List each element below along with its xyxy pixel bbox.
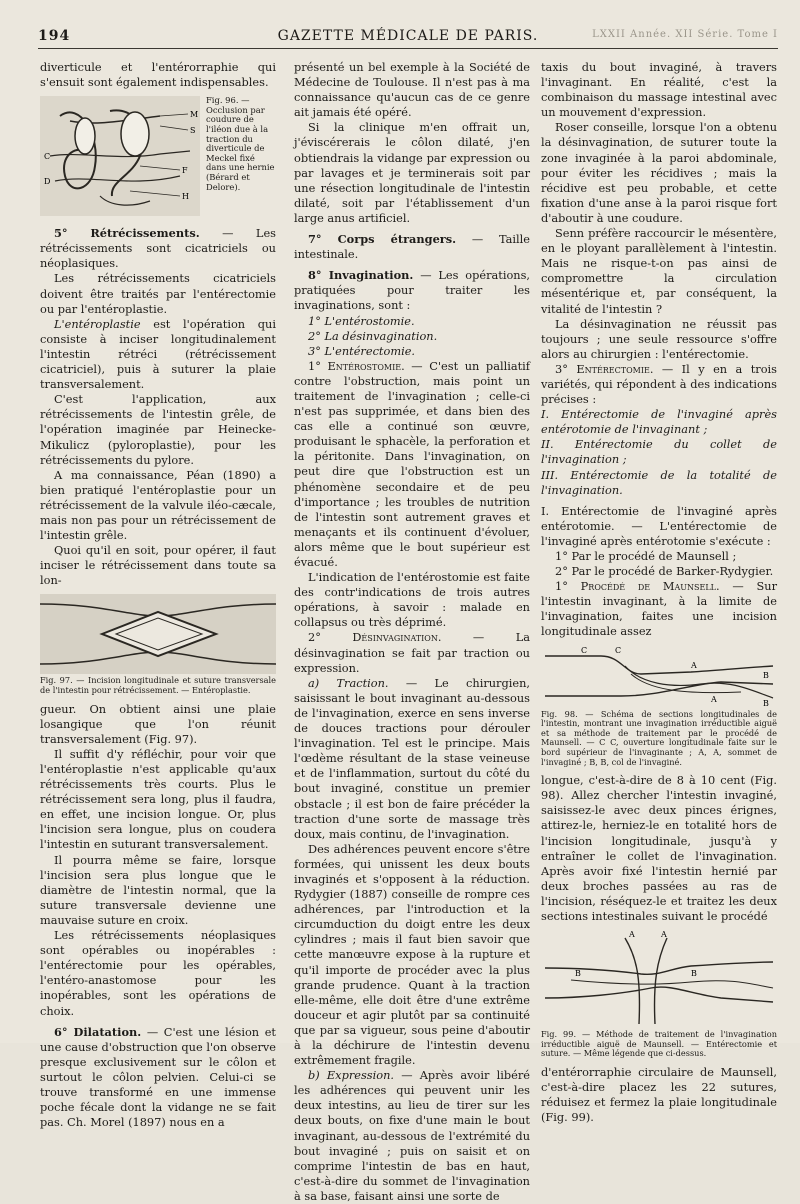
section-7-title: 7° Corps étrangers. (308, 232, 457, 247)
figure-96-caption: Fig. 96. — Occlusion par coudure de l'iléon due à la traction du diverticule de Meckel fixé dans une hernie (Bérard et Delore). (206, 95, 275, 192)
paragraph: gueur. On obtient ainsi une plaie losangique que l'on réunit transversalement (Fig. 97). (40, 701, 276, 746)
fig98-label-a2: A (711, 694, 717, 704)
fig99-label-b1: B (575, 969, 581, 979)
term-enteroplastie: L'entéroplastie (54, 316, 141, 331)
enterectomie-paragraph (541, 362, 777, 407)
paragraph-text: — Il y en a trois variétés, qui répondent à des indications précises : (541, 361, 777, 407)
section-8-paragraph (294, 268, 530, 313)
variety-item: II. Entérectomie du collet de l'invagination ; (541, 437, 777, 467)
figure-99-illustration (541, 928, 777, 1028)
fig99-label-b2: B (691, 969, 697, 979)
expression-heading: b) Expression. (308, 1068, 394, 1083)
paragraph: Roser conseille, lorsque l'on a obtenu la désinvagination, de suturer toute la zone invaginée à la paroi abdominale, pour éviter les récidives ; mais la récidive est peu probable, et cette fixation d'une anse à la paroi risque fort d'aboutir à une coudure. (541, 120, 777, 225)
paragraph: Les rétrécissements cicatriciels doivent être traités par l'entérectomie ou par l'entéroplastie. (40, 271, 276, 316)
desinvagination-heading: 2° Désinvagination. (308, 630, 442, 645)
fig96-label-s: S (190, 126, 196, 136)
section-6-paragraph (40, 1025, 276, 1131)
paragraph-text: est l'opération qui consiste à inciser longitudinalement l'intestin rétréci (rétrécissement cicatriciel), puis à suturer la plaie transversalement. (40, 316, 276, 392)
paragraph: Des adhérences peuvent encore s'être formées, qui unissent les deux bouts invaginés et s'opposent à la réduction. Rydygier (1887) conseille de rompre ces adhérences, par l'introduction et la circumduction du doigt entre les deux cylindres ; mais il faut bien savoir que cette manœuvre expose à la rupture et qu'il importe de procéder avec la plus grande prudence. Quant à la traction elle-même, elle doit être d'une extrême douceur et agir plutôt par sa continuité que par sa vigueur, sous peine d'aboutir à la déchirure de l'intestin devenu extrêmement fragile. (294, 841, 530, 1068)
page-number: 194 (38, 28, 71, 44)
variety-item: III. Entérectomie de la totalité de l'invagination. (541, 467, 777, 497)
section-5-paragraph (40, 226, 276, 271)
figure-99-caption: Fig. 99. — Méthode de traitement de l'invagination irréductible aiguë de Maunsell. — Entérectomie et suture. — Même légende que ci-dessus. (541, 1029, 777, 1059)
maunsell-paragraph (541, 579, 777, 639)
paragraph: Quoi qu'il en soit, pour opérer, il faut inciser le rétrécissement dans toute sa lon- (40, 543, 276, 588)
journal-title: GAZETTE MÉDICALE DE PARIS. (277, 28, 539, 44)
paragraph-enteroplastie (40, 317, 276, 392)
section-8-text: — Les opérations, pratiquées pour traiter les invaginations, sont : (294, 268, 531, 313)
fig98-label-b1: B (763, 670, 769, 680)
paragraph: La désinvagination ne réussit pas toujours ; une seule ressource s'offre alors au chirurgien : l'entérectomie. (541, 316, 777, 361)
method-item: 1° Par le procédé de Maunsell ; (555, 549, 737, 563)
section-6-text: — C'est une lésion et une cause d'obstruction que l'on observe presque exclusivement sur le côlon et surtout le côlon pelvien. Celui-ci se trouve transformé en une immense poche fécale dont la vidange ne se fait pas. Ch. Morel (1897) nous en a (40, 1024, 276, 1130)
fig99-label-a1: A (629, 930, 635, 940)
enterectomie-heading: 3° Entérectomie. (555, 361, 654, 376)
paragraph: I. Entérectomie de l'invaginé après entérotomie. — L'entérectomie de l'invaginé après entérotomie s'exécute : (541, 503, 777, 548)
list-item: 1° L'entérostomie. (308, 313, 415, 328)
paragraph: Senn préfère raccourcir le mésentère, en le ployant parallèlement à l'intestin. Mais ne risque-t-on pas ainsi de compromettre la circulation mésentérique et, par conséquent, la vitalité de l'intestin ? (541, 226, 777, 316)
column-1 (40, 60, 276, 1130)
method-item: 2° Par le procédé de Barker-Rydygier. (555, 564, 774, 579)
faint-header-note: LXXII Année. XII Série. Tome I (592, 29, 778, 40)
section-7-text: — Taille intestinale. (294, 232, 530, 262)
page-header (38, 28, 778, 49)
fig96-label-c: C (44, 152, 51, 162)
section-7-paragraph (294, 232, 530, 262)
enterostomie-paragraph (294, 359, 530, 570)
fig96-label-f: F (182, 166, 188, 176)
figure-96-illustration (40, 96, 200, 216)
fig98-label-a1: A (691, 660, 697, 670)
paragraph: taxis du bout invaginé, à travers l'invaginant. En réalité, c'est la combinaison du massage intestinal avec un mouvement d'expression. (541, 60, 777, 120)
paragraph: Si la clinique m'en offrait un, j'éviscérerais le côlon dilaté, j'en obtiendrais la vidange par expression ou par lavages et je terminerais soit par une résection longitudinale de l'intestin dilaté, soit par l'établissement d'un large anus artificiel. (294, 120, 530, 225)
fig98-label-b2: B (763, 698, 769, 708)
fig96-label-m: M (190, 110, 199, 120)
paragraph-text: — Sur l'intestin invaginant, à la limite de l'invagination, faites une incision longitudinale assez (541, 579, 777, 639)
paragraph-text: — Après avoir libéré les adhérences qui peuvent unir les deux intestins, au lieu de tirer sur les deux bouts, on fixe d'une main le bout invaginant, au-dessous de l'extrémité du bout invaginé ; puis on saisit et on comprime l'intestin de bas en haut, c'est-à-dire du sommet de l'invagination à sa base, faisant ainsi une sorte de (294, 1068, 530, 1203)
paragraph-text: — Le chirurgien, saisissant le bout invaginant au-dessous de l'invagination, exerce en sens inverse de douces tractions pour dérouler l'invagination. Tel est le principe. Mais l'œdème résultant de la stase veineuse et de l'inflammation, surtout du côté du bout invaginé, constitue un premier obstacle ; il est bon de faire précéder la traction d'une sorte de massage très doux, mais continu, de l'invagination. (294, 675, 530, 841)
paragraph: d'entérorraphie circulaire de Maunsell, c'est-à-dire placez les 22 sutures, réduisez et fermez la plaie longitudinale (Fig. 99). (541, 1064, 777, 1125)
paragraph-text: — La désinvagination se fait par traction ou expression. (294, 630, 530, 675)
traction-paragraph (294, 676, 530, 842)
maunsell-heading: 1° Procédé de Maunsell. (555, 579, 720, 594)
figure-97-caption: Fig. 97. — Incision longitudinale et suture transversale de l'intestin pour rétrécissement. — Entéroplastie. (40, 675, 276, 696)
paragraph: C'est l'application, aux rétrécissements de l'intestin grêle, de l'opération imaginée par Heinecke-Mikulicz (pyloroplastie), pour les rétrécissements du pylore. (40, 392, 276, 467)
paragraph: présenté un bel exemple à la Société de Médecine de Toulouse. Il n'est pas à ma connaissance qu'aucun cas de ce genre ait jamais été opéré. (294, 60, 530, 120)
enterostomie-heading: 1° Entérostomie. (308, 358, 405, 373)
expression-paragraph (294, 1068, 530, 1204)
section-6-title: 6° Dilatation. (54, 1024, 142, 1039)
figure-96 (40, 96, 276, 216)
paragraph: L'indication de l'entérostomie est faite des contr'indications de trois autres opérations, à savoir : malade en collapsus ou très déprimé. (294, 570, 530, 630)
column-3 (541, 60, 777, 1125)
paragraph: Il pourra même se faire, lorsque l'incision sera plus longue que le diamètre de l'intestin normal, que la suture transversale devienne une mauvaise suture en croix. (40, 852, 276, 927)
section-5-title: 5° Rétrécissements. (54, 226, 200, 241)
list-item: 3° L'entérectomie. (308, 343, 416, 358)
paragraph: Il suffit d'y réfléchir, pour voir que l'entéroplastie n'est applicable qu'aux rétrécissements très courts. Plus le rétrécissement sera long, plus il faudra, en effet, une incision longue. Or, plus l'incision sera longue, plus on coudera l'intestin en suturant transversalement. (40, 746, 276, 852)
paragraph: longue, c'est-à-dire de 8 à 10 cent (Fig. 98). Allez chercher l'intestin invaginé, saisissez-le avec deux pinces érignes, attirez-le, herniez-le en totalité hors de l'incision longitudinale, jusqu'à y entraîner le collet de l'invagination. Après avoir fixé l'intestin hernié par deux broches passées au ras de l'incision, réséquez-le et traitez les deux sections intestinales suivant le procédé (541, 773, 777, 923)
section-8-title: 8° Invagination. (308, 268, 414, 283)
paragraph: A ma connaissance, Péan (1890) a bien pratiqué l'entéroplastie pour un rétrécissement de la valvule iléo-cæcale, mais non pas pour un rétrécissement de l'intestin grêle. (40, 467, 276, 543)
list-item: 2° La désinvagination. (308, 328, 438, 343)
fig98-label-c2: C (615, 645, 622, 655)
traction-heading: a) Traction. (308, 675, 389, 690)
fig96-label-d: D (44, 177, 51, 187)
section-5-text: — Les rétrécissements sont cicatriciels ou néoplasiques. (40, 226, 276, 271)
paragraph: diverticule et l'entérorraphie qui s'ensuit sont également indispensables. (40, 60, 276, 90)
fig99-label-a2: A (661, 930, 667, 940)
desinvagination-paragraph (294, 630, 530, 675)
figure-97-illustration (40, 594, 276, 674)
paragraph: Les rétrécissements néoplasiques sont opérables ou inopérables : l'entérectomie pour les opérables, l'entéro-anastomose pour les inopérables, sont les opérations de choix. (40, 928, 276, 1018)
column-2 (294, 60, 531, 1203)
variety-item: I. Entérectomie de l'invaginé après entérotomie de l'invaginant ; (541, 407, 777, 437)
fig98-label-c1: C (581, 645, 588, 655)
figure-98-illustration (541, 644, 777, 708)
fig96-label-h: H (182, 192, 189, 202)
figure-98-caption: Fig. 98. — Schéma de sections longitudinales de l'intestin, montrant une invagination irréductible aiguë et sa méthode de traitement par le procédé de Maunsell. — C C, ouverture longitudinale faite sur le bord supérieur de l'invaginante ; A, A, sommet de l'invaginé ; B, B, col de l'invaginé. (541, 708, 777, 767)
paragraph-text: — C'est un palliatif contre l'obstruction, mais point un traitement de l'invagination ; celle-ci n'est pas supprimée, et dans bien des cas elle a continué son œuvre, produisant le sphacèle, la perforation et la péritonite. Dans l'invagination, on peut dire que l'obstruction est un phénomène secondaire et de peu d'importance ; les troubles de nutrition de l'intestin sont autrement graves et menaçants et ils continuent d'évoluer, alors même que le bout supérieur est évacué. (294, 358, 530, 569)
